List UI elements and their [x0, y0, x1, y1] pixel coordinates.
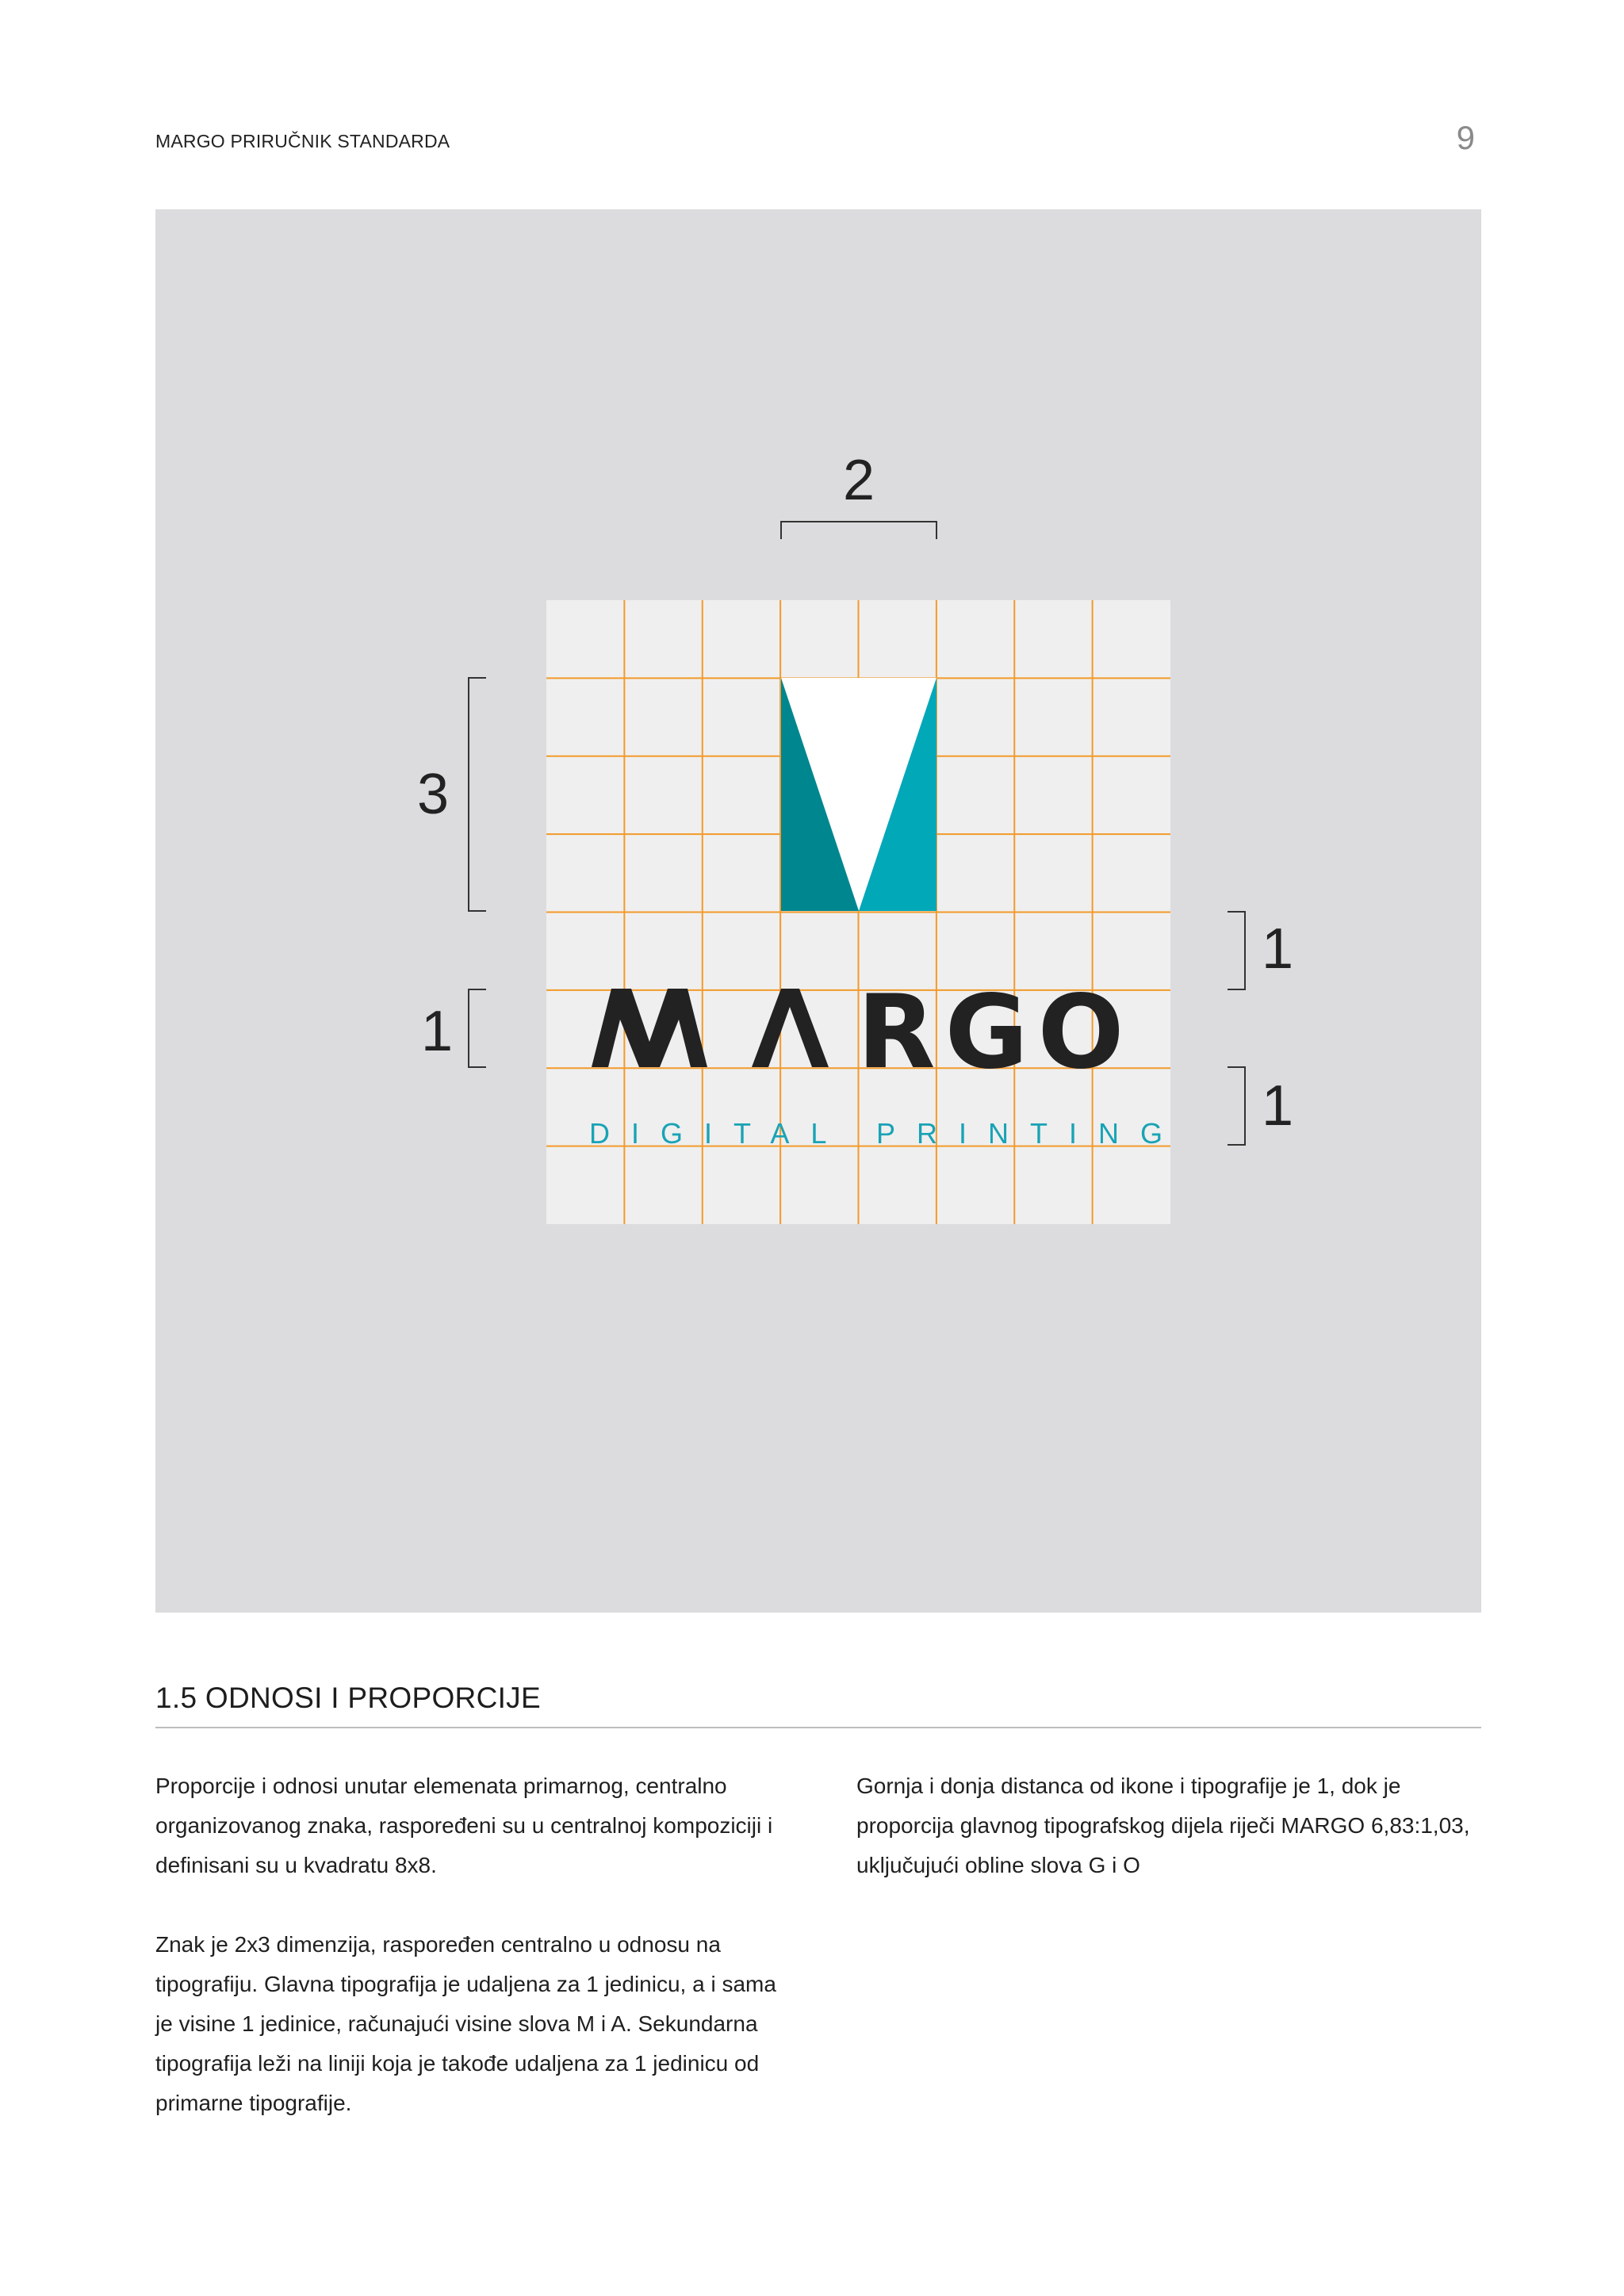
- wordmark-rgo-text: RGO: [857, 974, 1134, 1092]
- left-icon-bracket: [469, 678, 486, 911]
- left-wordmark-bracket: [469, 989, 486, 1067]
- paragraph: Gornja i donja distanca od ikone i tipografije je 1, dok je proporcija glavnog tipografskog dijela riječi MARGO 6,83:1,03, uključujući obline slova G i O: [856, 1774, 1470, 1877]
- top-dimension-bracket: [781, 522, 936, 539]
- paragraph: Proporcije i odnosi unutar elemenata primarnog, centralno organizovanog znaka, raspoređeni su u centralnoj kompoziciji i definisani su u kvadratu 8x8.: [155, 1774, 773, 1877]
- right-top-gap-label: 1: [1261, 917, 1294, 981]
- tagline-text: DIGITAL PRINTING: [589, 1117, 1185, 1150]
- proportions-diagram: [155, 209, 1481, 1613]
- paragraph: Znak je 2x3 dimenzija, raspoređen centralno u odnosu na tipografiju. Glavna tipografija je udaljena za 1 jedinicu, a i sama je visine 1 jedinice, računajući visine slova M i A. Sekundarna tipografija leži na liniji koja je takođe udaljena za 1 jedinicu od primarne tipografije.: [155, 1932, 776, 2115]
- top-dimension-label: 2: [842, 449, 875, 512]
- document-header-title: MARGO PRIRUČNIK STANDARDA: [155, 131, 450, 151]
- section-divider: [155, 1727, 1481, 1728]
- right-bottom-gap-label: 1: [1261, 1074, 1294, 1138]
- section-heading: 1.5 ODNOSI I PROPORCIJE: [155, 1682, 541, 1714]
- page-number: 9: [1456, 119, 1475, 156]
- margo-icon: [781, 678, 936, 911]
- right-bottom-gap-bracket: [1228, 1067, 1245, 1145]
- right-top-gap-bracket: [1228, 912, 1245, 989]
- right-text-column: [856, 1766, 1491, 1885]
- proportions-figure: [155, 209, 1481, 1613]
- left-text-column: [155, 1766, 790, 2123]
- left-wordmark-dimension-label: 1: [420, 1000, 454, 1063]
- left-icon-dimension-label: 3: [416, 763, 450, 826]
